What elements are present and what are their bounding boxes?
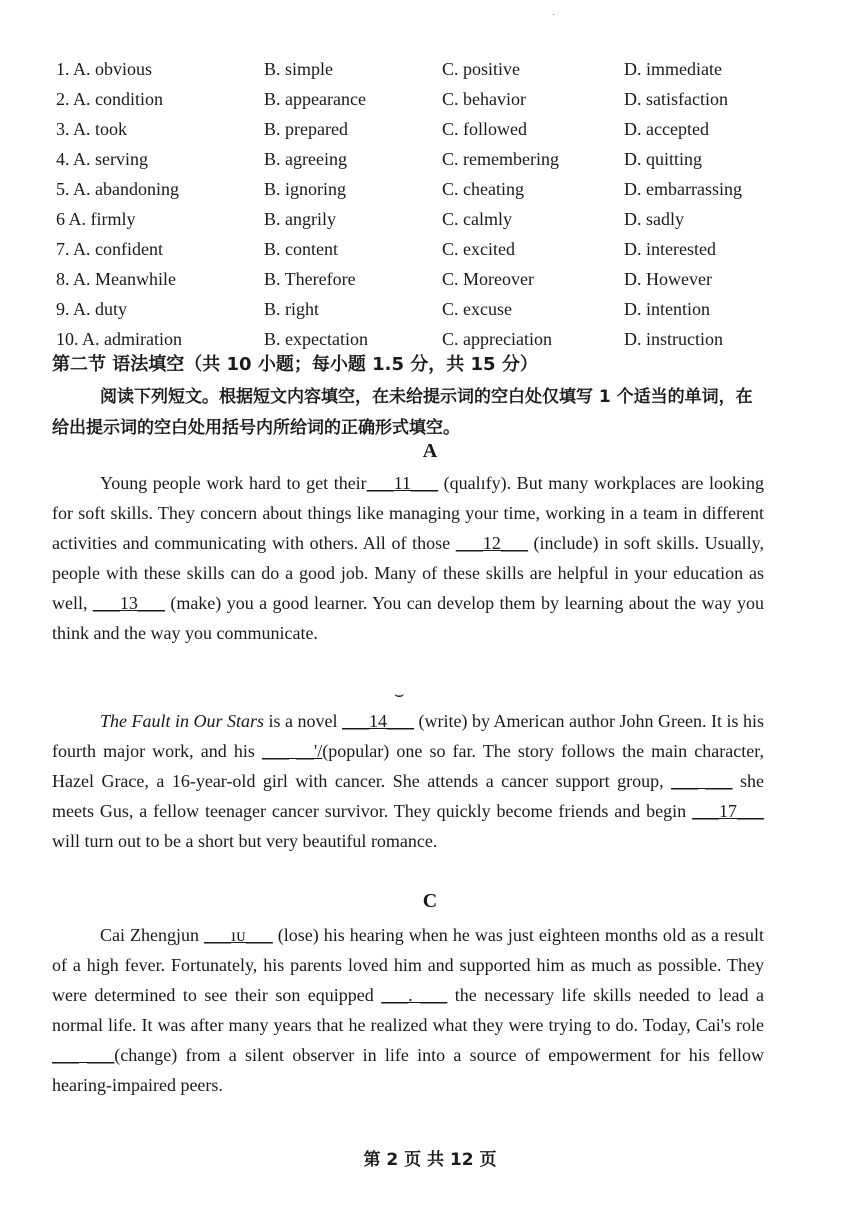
choice-option-a: 8. A. Meanwhile: [56, 269, 176, 289]
choice-option-b: B. angrily: [264, 209, 336, 229]
passage-a-text-2: (qualıfy). But many workplaces are looking for soft skills. They concern about things like managing your time, working in a team in different activities and communicating with others. All of those: [52, 473, 764, 553]
blank-14: ___14___: [342, 711, 415, 731]
blank-13: ___13___: [92, 593, 165, 613]
choice-row: [56, 56, 776, 86]
passage-b-text-5: will turn out to be a short but very beautiful romance.: [52, 831, 438, 851]
choice-option-d: D. quitting: [624, 149, 703, 169]
choice-row: [56, 86, 776, 116]
choice-option-a: 6 A. firmly: [56, 209, 136, 229]
choice-option-a: 3. A. took: [56, 119, 128, 139]
passage-a-text-1: Young people work hard to get their: [100, 473, 367, 493]
blank-18: ___ıᴜ___: [204, 925, 273, 945]
choice-option-d: D. intention: [624, 299, 710, 319]
choice-row: [56, 296, 776, 326]
choice-option-b: B. prepared: [264, 119, 348, 139]
choice-option-a: 10. A. admiration: [56, 329, 182, 349]
passage-b-text-3: (popular) one so far. The story follows the main character, Hazel Grace, a 16-year-old girl with cancer. She attends a cancer support group,: [52, 741, 764, 791]
choice-option-d: D. accepted: [624, 119, 709, 139]
passage-a-text-3: (include) in soft skills. Usually, people with these skills can do a good job. Many of these skills are helpful in your education as well,: [52, 533, 764, 613]
choice-option-c: C. cheating: [442, 179, 524, 199]
choice-option-a: 4. A. serving: [56, 149, 148, 169]
choice-option-c: C. followed: [442, 119, 527, 139]
passage-c-text-2: (lose) his hearing when he was just eighteen months old as a result of a high fever. Fortunately, his parents loved him and supported him as much as possible. They were determined to see their son equipped: [52, 925, 764, 1005]
choice-option-b: B. expectation: [264, 329, 368, 349]
choice-option-b: B. content: [264, 239, 338, 259]
choice-option-a: 2. A. condition: [56, 89, 163, 109]
choice-row: [56, 266, 776, 296]
blank-17: ___17___: [692, 801, 764, 821]
choice-option-b: B. simple: [264, 59, 334, 79]
blank-11: ___11___: [366, 473, 439, 493]
blank-15: ___ __'/: [261, 741, 323, 761]
choice-row: [56, 116, 776, 146]
passage-c-letter: C: [422, 890, 438, 912]
section-instruction: 阅读下列短文。根据短文内容填空，在未给提示词的空白处仅填写 1 个适当的单词，在给出提示词的空白处用括号内所给词的正确形式填空。: [52, 387, 753, 438]
passage-b: [52, 706, 764, 856]
choice-option-c: C. positive: [442, 59, 521, 79]
choice-option-b: B. Therefore: [264, 269, 356, 289]
choice-option-d: D. satisfaction: [624, 89, 728, 109]
choice-option-d: D. interested: [624, 239, 716, 259]
choice-option-b: B. agreeing: [264, 149, 347, 169]
passage-b-letter-mark: ⌣: [394, 686, 405, 703]
choice-row: [56, 206, 776, 236]
choice-option-b: B. right: [264, 299, 320, 319]
blank-12: ___12___: [455, 533, 528, 553]
passage-c-text-1: Cai Zhengjun: [100, 925, 205, 945]
choice-option-c: C. excuse: [442, 299, 512, 319]
passage-c-text-3: the necessary life skills needed to lead a normal life. It was after many years that he realized what they were trying to do. Today, Cai's role: [52, 985, 765, 1035]
choice-option-d: D. However: [624, 269, 712, 289]
passage-b-text-1: is a novel: [264, 711, 343, 731]
blank-20: ___ ___: [52, 1045, 115, 1065]
choice-option-a: 7. A. confident: [56, 239, 163, 259]
speck: ·: [552, 10, 556, 21]
choice-option-c: C. behavior: [442, 89, 526, 109]
choice-option-a: 1. A. obvious: [56, 59, 153, 79]
passage-a-text-4: (make) you a good learner. You can develop them by learning about the way you think and the way you communicate.: [52, 593, 764, 643]
choice-option-c: C. calmly: [442, 209, 512, 229]
choice-option-a: 9. A. duty: [56, 299, 128, 319]
choice-option-b: B. ignoring: [264, 179, 347, 199]
blank-16: ___ ___: [671, 771, 733, 791]
page-footer: 第 2 页 共 12 页: [363, 1150, 497, 1170]
blank-19: ___. ___: [381, 985, 448, 1005]
choices-table: [56, 56, 776, 356]
section-heading: 第二节 语法填空（共 10 小题；每小题 1.5 分，共 15 分）: [52, 354, 538, 375]
choice-row: [56, 236, 776, 266]
passage-a-letter: A: [422, 440, 438, 462]
choice-row: [56, 176, 776, 206]
passage-b-text-2: (write) by American author John Green. It is his fourth major work, and his: [52, 711, 764, 761]
choice-option-a: 5. A. abandoning: [56, 179, 179, 199]
choice-option-d: D. immediate: [624, 59, 722, 79]
passage-c: [52, 920, 764, 1100]
passage-a: [52, 468, 764, 648]
choice-option-d: D. sadly: [624, 209, 684, 229]
choice-option-c: C. appreciation: [442, 329, 552, 349]
choice-option-d: D. embarrassing: [624, 179, 742, 199]
choice-row: [56, 146, 776, 176]
choice-option-c: C. remembering: [442, 149, 559, 169]
novel-title: The Fault in Our Stars: [100, 711, 265, 731]
choice-option-d: D. instruction: [624, 329, 723, 349]
choice-option-c: C. excited: [442, 239, 515, 259]
passage-b-text-4: she meets Gus, a fellow teenager cancer survivor. They quickly become friends and begin: [52, 771, 764, 821]
choice-option-c: C. Moreover: [442, 269, 534, 289]
choice-option-b: B. appearance: [264, 89, 366, 109]
passage-c-text-4: (change) from a silent observer in life into a source of empowerment for his fellow hearing-impaired peers.: [52, 1045, 764, 1095]
